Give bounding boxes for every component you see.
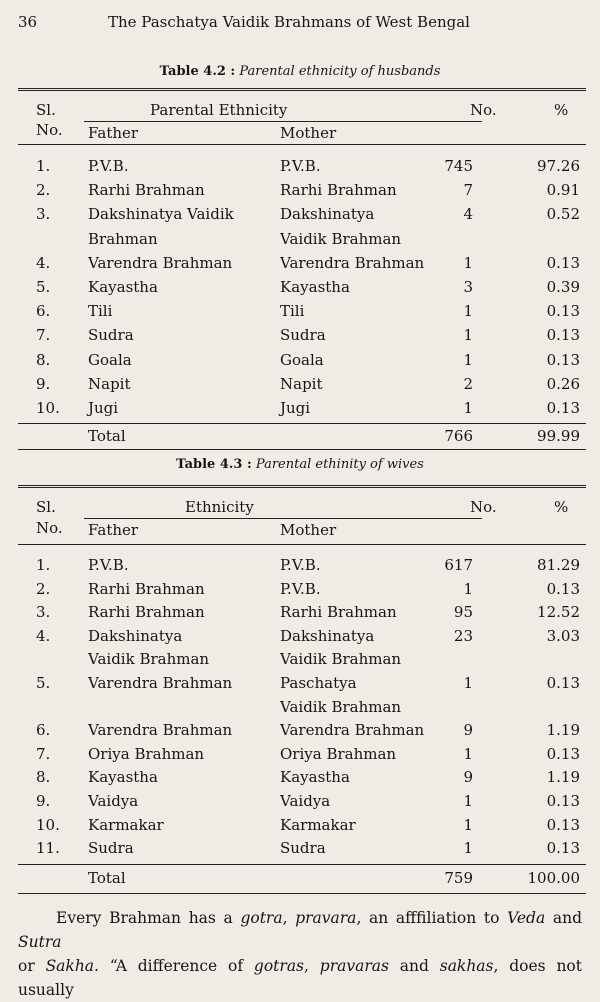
table-4-2-header-rule [18, 144, 586, 145]
table-4-2-serial-number: 8. [36, 350, 51, 369]
table-4-3-father-ethnicity: Varendra Brahman [88, 721, 233, 740]
table-4-3-count: 1 [463, 674, 473, 692]
table-4-3-group-header: Ethnicity [185, 498, 254, 516]
table-4-3-total-count: 759 [444, 869, 473, 887]
table-4-3-mother-ethnicity: Karmakar [280, 815, 356, 834]
table-4-3-serial-number: 1. [36, 556, 51, 574]
table-4-3-percent: 0.13 [546, 579, 580, 598]
table-4-2-row [0, 229, 600, 251]
table-4-2-caption: Parental ethnicity of husbands [239, 64, 441, 79]
table-4-3-row [0, 579, 600, 601]
table-4-3-serial-number: 3. [36, 603, 51, 622]
table-4-2-father-ethnicity: Kayastha [88, 278, 158, 296]
table-4-2-total-count: 766 [444, 427, 473, 445]
table-4-3-row [0, 626, 600, 648]
table-4-3-serial-number: 2. [36, 579, 51, 598]
term-sakhas: sakhas [439, 957, 494, 975]
table-4-2-serial-number: 2. [36, 181, 51, 200]
table-4-3-percent: 3.03 [546, 626, 580, 645]
table-4-2-percent: 0.13 [546, 326, 580, 345]
table-4-3-row [0, 838, 600, 860]
table-4-2-percent: 0.52 [546, 205, 580, 224]
table-4-3-label: Table 4.3 : [176, 457, 252, 472]
table-4-3-mother-ethnicity: Vaidya [280, 792, 331, 810]
table-4-2-percent: 0.39 [546, 278, 580, 296]
table-4-3-percent: 1.19 [546, 721, 580, 740]
table-4-3-percent: 0.13 [546, 815, 580, 834]
table-4-3-count: 617 [444, 556, 473, 574]
table-4-2-mother-ethnicity: Kayastha [280, 278, 350, 296]
table-4-2-father-ethnicity: Brahman [88, 229, 158, 248]
table-4-2-father-ethnicity: Rarhi Brahman [88, 181, 205, 200]
running-head [18, 13, 582, 33]
term-veda: Veda [507, 909, 546, 927]
table-4-2-mother-ethnicity: Rarhi Brahman [280, 181, 397, 200]
table-4-3-father-ethnicity: Sudra [88, 839, 134, 858]
table-4-2-serial-number: 3. [36, 205, 51, 224]
table-4-2-top-rule [18, 88, 586, 91]
table-4-2-count: 1 [463, 302, 473, 321]
table-4-3-father-ethnicity: Rarhi Brahman [88, 579, 205, 598]
table-4-3-mother-ethnicity: Paschatya [280, 674, 357, 692]
table-4-3-father-ethnicity: Dakshinatya [88, 626, 183, 645]
table-4-2-count: 4 [463, 205, 473, 224]
table-4-3-mother-ethnicity: P.V.B. [280, 579, 321, 598]
table-4-2-count: 1 [463, 253, 473, 272]
table-4-2-father-ethnicity: Sudra [88, 326, 134, 345]
table-4-3-no-header: No. [36, 519, 63, 537]
table-4-2-row [0, 374, 600, 396]
table-4-2-row [0, 277, 600, 299]
table-4-3-top-rule [18, 485, 586, 488]
table-4-3-count: 1 [463, 815, 473, 834]
table-4-2-row [0, 253, 600, 275]
table-4-3-mother-ethnicity: Dakshinatya [280, 626, 375, 645]
table-4-3-father-ethnicity: P.V.B. [88, 556, 129, 574]
table-4-2-bottom-rule [18, 449, 586, 450]
table-4-3-father-ethnicity: Rarhi Brahman [88, 603, 205, 622]
running-title: The Paschatya Vaidik Brahmans of West Bengal [108, 13, 470, 31]
table-4-2-father-ethnicity: Jugi [88, 399, 119, 417]
table-4-3-sl-header: Sl. [36, 498, 56, 516]
table-4-3-count: 1 [463, 839, 473, 858]
table-4-3-father-ethnicity: Vaidik Brahman [88, 650, 210, 669]
table-4-2-percent: 0.91 [546, 181, 580, 200]
table-4-2-row [0, 180, 600, 202]
table-4-2-no-header: No. [36, 121, 63, 139]
table-4-3-count: 1 [463, 792, 473, 810]
table-4-2-serial-number: 1. [36, 157, 51, 175]
table-4-2-percent: 97.26 [537, 157, 580, 175]
table-4-3-title [0, 457, 600, 472]
table-4-3-total-label: Total [88, 869, 126, 887]
table-4-2-mother-ethnicity: Napit [280, 374, 323, 393]
table-4-2-title [0, 64, 600, 79]
table-4-3-serial-number: 7. [36, 744, 51, 763]
table-4-2-count: 745 [444, 157, 473, 175]
table-4-3-row [0, 649, 600, 671]
table-4-2-mother-ethnicity: Sudra [280, 326, 326, 345]
body-text-span: , an afffiliation to [356, 909, 508, 927]
body-text-span: or [18, 957, 46, 975]
table-4-3-mother-header: Mother [280, 521, 337, 539]
term-sutra: Sutra [18, 933, 62, 951]
table-4-3-row [0, 791, 600, 813]
table-4-3-father-ethnicity: Oriya Brahman [88, 744, 205, 763]
table-4-2-serial-number: 7. [36, 326, 51, 345]
table-4-2-serial-number: 4. [36, 253, 51, 272]
table-4-2-father-ethnicity: P.V.B. [88, 157, 129, 175]
table-4-2-row [0, 325, 600, 347]
term-pravara: pravara [295, 909, 357, 927]
table-4-3-mother-ethnicity: Oriya Brahman [280, 744, 397, 763]
table-4-2-mother-ethnicity: Jugi [280, 399, 311, 417]
table-4-3-count: 95 [453, 603, 473, 622]
table-4-2-group-rule [84, 121, 482, 122]
table-4-2-count: 1 [463, 350, 473, 369]
table-4-3-percent: 0.13 [546, 839, 580, 858]
table-4-2-mother-ethnicity: Goala [280, 350, 324, 369]
table-4-3-total-row [0, 868, 600, 890]
table-4-3-row [0, 555, 600, 577]
table-4-2-count: 2 [463, 374, 473, 393]
body-line-2 [18, 954, 582, 1002]
table-4-3-mother-ethnicity: Vaidik Brahman [280, 697, 402, 716]
body-text-span: and [388, 957, 440, 975]
table-4-2-count-header: No. [470, 101, 497, 119]
table-4-2-father-ethnicity: Tili [88, 302, 113, 321]
table-4-2-label: Table 4.2 : [159, 64, 236, 79]
table-4-3-mother-ethnicity: Varendra Brahman [280, 721, 425, 740]
table-4-3-father-ethnicity: Kayastha [88, 768, 158, 787]
table-4-3-count-header: No. [470, 498, 497, 516]
table-4-2-serial-number: 10. [36, 399, 60, 417]
table-4-2-mother-ethnicity: Varendra Brahman [280, 253, 425, 272]
table-4-2-total-percent: 99.99 [537, 427, 580, 445]
table-4-3-count: 9 [463, 721, 473, 740]
table-4-3-serial-number: 10. [36, 815, 60, 834]
table-4-2-father-ethnicity: Goala [88, 350, 132, 369]
table-4-3-row [0, 602, 600, 624]
table-4-3-percent: 12.52 [537, 603, 580, 622]
table-4-2-row [0, 301, 600, 323]
table-4-3-serial-number: 4. [36, 626, 51, 645]
table-4-2-mother-ethnicity: P.V.B. [280, 157, 321, 175]
table-4-2-mother-header: Mother [280, 124, 337, 142]
body-text-span: , [282, 909, 296, 927]
table-4-2-percent: 0.13 [546, 399, 580, 417]
table-4-2-serial-number: 6. [36, 302, 51, 321]
table-4-2-group-header: Parental Ethnicity [150, 101, 288, 119]
table-4-3-mother-ethnicity: Vaidik Brahman [280, 650, 402, 669]
body-text-span: , does not usually [18, 957, 582, 999]
table-4-2-row [0, 204, 600, 226]
table-4-2-mother-ethnicity: Vaidik Brahman [280, 229, 402, 248]
table-4-3-percent: 0.13 [546, 792, 580, 810]
table-4-2-count: 1 [463, 326, 473, 345]
table-4-2-father-ethnicity: Napit [88, 374, 131, 393]
table-4-2-mother-ethnicity: Dakshinatya [280, 205, 375, 224]
table-4-3-percent: 1.19 [546, 768, 580, 787]
table-4-3-percent: 0.13 [546, 674, 580, 692]
table-4-3-percent: 0.13 [546, 744, 580, 763]
table-4-3-bottom-rule [18, 893, 586, 894]
table-4-3-row [0, 767, 600, 789]
table-4-3-count: 9 [463, 768, 473, 787]
table-4-2-count: 7 [463, 181, 473, 200]
body-text-span: , [304, 957, 320, 975]
table-4-3-header-rule [18, 544, 586, 545]
table-4-3-caption: Parental ethinity of wives [255, 457, 424, 472]
table-4-3-row [0, 815, 600, 837]
table-4-2-percent: 0.13 [546, 302, 580, 321]
table-4-2-mother-ethnicity: Tili [280, 302, 305, 321]
table-4-3-serial-number: 5. [36, 674, 51, 692]
table-4-3-mother-ethnicity: P.V.B. [280, 556, 321, 574]
table-4-2-serial-number: 5. [36, 278, 51, 296]
table-4-3-serial-number: 8. [36, 768, 51, 787]
table-4-2-row [0, 398, 600, 420]
term-gotra: gotra [240, 909, 283, 927]
table-4-2-count: 3 [463, 278, 473, 296]
table-4-3-row [0, 697, 600, 719]
table-4-2-father-header: Father [88, 124, 139, 142]
table-4-3-father-ethnicity: Vaidya [88, 792, 139, 810]
table-4-3-mother-ethnicity: Kayastha [280, 768, 350, 787]
term-gotras: gotras [253, 957, 305, 975]
term-pravaras: pravaras [319, 957, 389, 975]
term-sakha: Sakha [45, 957, 95, 975]
table-4-3-count: 1 [463, 744, 473, 763]
table-4-2-serial-number: 9. [36, 374, 51, 393]
table-4-3-mother-ethnicity: Sudra [280, 839, 326, 858]
table-4-2-count: 1 [463, 399, 473, 417]
table-4-3-mother-ethnicity: Rarhi Brahman [280, 603, 397, 622]
table-4-2-percent-header: % [554, 101, 569, 119]
table-4-2-total-label: Total [88, 427, 126, 445]
table-4-3-total-percent: 100.00 [527, 869, 580, 887]
table-4-3-group-rule [84, 518, 482, 519]
table-4-3-father-ethnicity: Karmakar [88, 815, 164, 834]
table-4-3-father-ethnicity: Varendra Brahman [88, 674, 233, 692]
table-4-2-sl-header: Sl. [36, 101, 56, 119]
table-4-2-percent: 0.13 [546, 253, 580, 272]
page-number: 36 [18, 13, 38, 31]
table-4-3-count: 1 [463, 579, 473, 598]
body-text-span: and [545, 909, 583, 927]
table-4-3-total-rule [18, 864, 586, 865]
table-4-2-total-row [0, 426, 600, 448]
table-4-3-count: 23 [453, 626, 473, 645]
table-4-3-row [0, 744, 600, 766]
table-4-3-percent: 81.29 [537, 556, 580, 574]
table-4-2-total-rule [18, 423, 586, 424]
table-4-3-father-header: Father [88, 521, 139, 539]
body-line-1 [18, 906, 582, 954]
table-4-3-percent-header: % [554, 498, 569, 516]
table-4-2-percent: 0.13 [546, 350, 580, 369]
table-4-2-row [0, 156, 600, 178]
table-4-2-row [0, 350, 600, 372]
table-4-2-percent: 0.26 [546, 374, 580, 393]
body-paragraph [18, 906, 582, 1002]
table-4-3-serial-number: 9. [36, 792, 51, 810]
table-4-3-row [0, 673, 600, 695]
table-4-3-serial-number: 11. [36, 839, 60, 858]
table-4-3-serial-number: 6. [36, 721, 51, 740]
body-text-span: . “A difference of [94, 957, 254, 975]
table-4-3-row [0, 720, 600, 742]
table-4-2-father-ethnicity: Dakshinatya Vaidik [88, 205, 234, 224]
table-4-2-father-ethnicity: Varendra Brahman [88, 253, 233, 272]
body-text-span: Every Brahman has a [56, 909, 241, 927]
